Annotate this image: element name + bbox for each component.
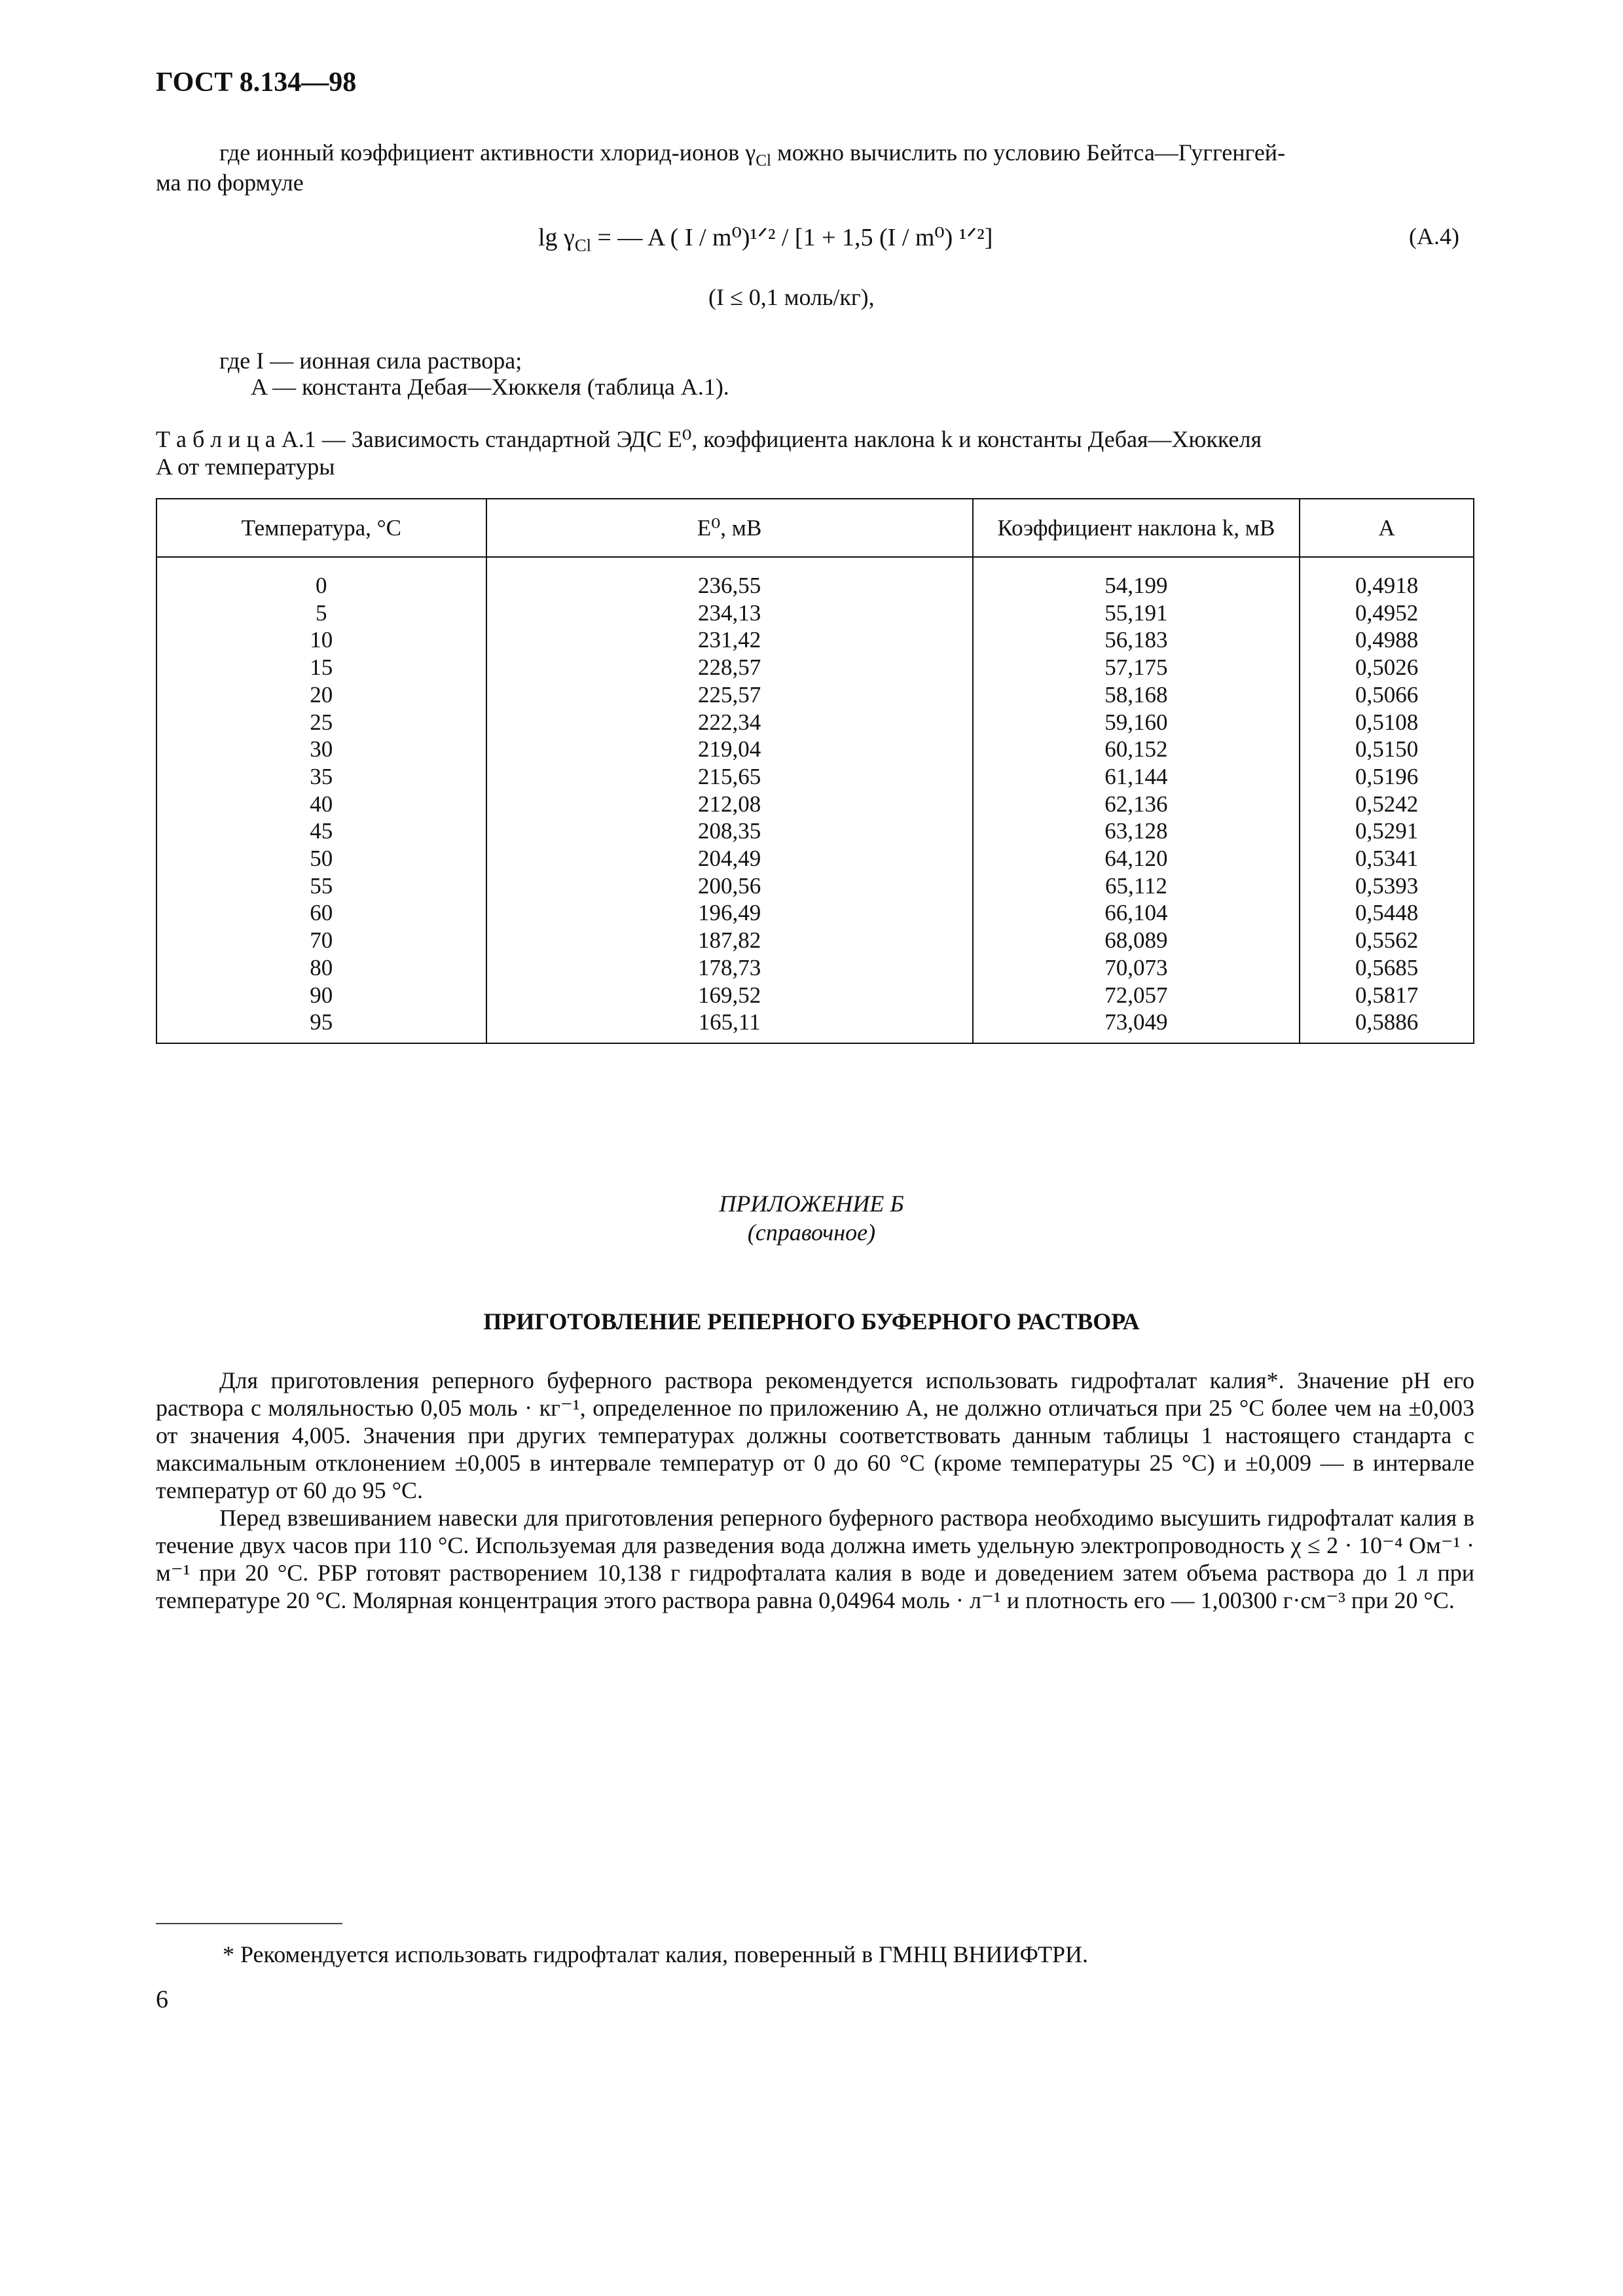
table-cell: 0,5066 [1355,681,1419,708]
formula-a4: $\lg \gamma_{Cl}$ = — A ( I / m⁰)¹ᐟ² / [1 + 1,5 (I / m⁰) ¹ᐟ²] [538,224,993,255]
table-cell: 45 [310,818,333,844]
table-cell: 68,089 [1104,927,1168,954]
table-cell: 0,5108 [1355,709,1419,735]
table-cell: 0,5817 [1355,982,1419,1008]
table-cell: 0,5242 [1355,791,1419,817]
table-cell: 169,52 [697,982,761,1008]
table-caption: Т а б л и ц а А.1 — Зависимость стандартной ЭДС E⁰, коэффициента наклона k и константы Дебая—Хюккеля A от температуры [156,426,1262,480]
intro-line-2: ма по формуле [156,170,304,196]
table-cell: 54,199 [1104,573,1168,598]
table-cell: 200,56 [697,872,761,899]
table-cell: 60,152 [1104,736,1168,762]
table-cell: 0,5562 [1355,927,1419,954]
table-cell: 55 [310,872,333,899]
table-cell: 63,128 [1104,818,1168,844]
table-cell: 20 [310,681,333,708]
footnote: * Рекомендуется использовать гидрофталат калия, поверенный в ГМНЦ ВНИИФТРИ. [223,1941,1089,1967]
table-cell: 59,160 [1104,709,1168,735]
header-e0: E⁰, мВ [486,499,973,557]
table-cell: 0,4952 [1355,600,1419,626]
table-cell: 56,183 [1104,627,1168,653]
appendix-subtitle: (справочное) [747,1219,876,1246]
table-cell: 0,4988 [1355,627,1419,653]
table-cell: 95 [310,1009,333,1035]
table-cell: 58,168 [1104,681,1168,708]
definition-i: где I — ионная сила раствора; [219,348,522,374]
column-a [1300,557,1474,1043]
table-cell: 15 [310,655,333,681]
equation-number: (A.4) [1409,223,1459,249]
table-cell: 165,11 [698,1009,761,1035]
table-cell: 228,57 [697,655,761,681]
table-cell: 215,65 [697,763,761,789]
table-cell: 0,5886 [1355,1009,1419,1035]
table-cell: 0 [316,573,327,598]
section-heading: ПРИГОТОВЛЕНИЕ РЕПЕРНОГО БУФЕРНОГО РАСТВОРА [483,1308,1140,1335]
definition-a: A — константа Дебая—Хюккеля (таблица А.1). [251,374,729,400]
table-cell: 0,5150 [1355,736,1419,762]
table-cell: 5 [316,600,327,626]
table-cell: 65,112 [1104,872,1167,899]
table-cell: 61,144 [1104,763,1168,789]
table-cell: 0,5685 [1355,954,1419,980]
table-cell: 0,4918 [1355,573,1419,598]
table-cell: 62,136 [1104,791,1168,817]
header-a: A [1300,499,1474,557]
table-cell: 208,35 [697,818,761,844]
table-cell: 90 [310,982,333,1008]
table-cell: 231,42 [697,627,761,653]
table-cell: 10 [310,627,333,653]
header-temperature: Температура, °С [156,499,486,557]
document-header: ГОСТ 8.134—98 [156,67,357,98]
table-cell: 72,057 [1104,982,1168,1008]
table-cell: 70 [310,927,333,954]
table-cell: 30 [310,736,333,762]
column-k [973,557,1300,1043]
table-cell: 234,13 [697,600,761,626]
table-cell: 57,175 [1104,655,1168,681]
column-e0 [486,557,973,1043]
table-cell: 64,120 [1104,846,1168,872]
table-cell: 212,08 [697,791,761,817]
table-cell: 66,104 [1104,900,1168,926]
footnote-divider [156,1923,342,1924]
table-cell: 40 [310,791,333,817]
table-cell: 50 [310,846,333,872]
appendix-paragraph-1: Для приготовления реперного буферного раствора рекомендуется использовать гидрофталат калия*. Значение pH его раствора с моляльностью 0,05 моль · кг⁻¹, определенное по приложению А, не должно отличаться при 25 °С более чем на ±0,003 от значения 4,005. Значения при других температурах должны соответствовать данным таблицы 1 настоящего стандарта с максимальным отклонением ±0,005 в интервале температур от 0 до 60 °С (кроме температуры 25 °С) и ±0,009 — в интервале температур от 60 до 95 °С. [156,1367,1474,1503]
table-cell: 0,5341 [1355,846,1419,872]
table-cell: 219,04 [697,736,761,762]
table-cell: 225,57 [697,681,761,708]
table-a1 [156,498,1474,1044]
table-header-row [156,499,1474,557]
table-cell: 204,49 [697,846,761,872]
table-cell: 80 [310,954,333,980]
intro-line-1: где ионный коэффициент активности хлорид-ионов $\gamma_{Cl}$ можно вычислить по условию Бейтса—Гуггенгей- [219,139,1286,170]
table-cell: 0,5291 [1355,818,1419,844]
table-cell: 0,5196 [1355,763,1419,789]
table-cell: 187,82 [697,927,761,954]
table-cell: 60 [310,900,333,926]
table-cell: 236,55 [697,573,761,598]
appendix-paragraph-2: Перед взвешиванием навески для приготовления реперного буферного раствора необходимо высушить гидрофталат калия в течение двух часов при 110 °С. Используемая для разведения вода должна иметь удельную электропроводность χ ≤ 2 · 10⁻⁴ Ом⁻¹ · м⁻¹ при 20 °С. РБР готовят растворением 10,138 г гидрофталата калия в воде и доведением затем объема раствора до 1 л при температуре 20 °С. Молярная концентрация этого раствора равна 0,04964 моль · л⁻¹ и плотность его — 1,00300 г·см⁻³ при 20 °С. [156,1505,1474,1613]
page-number: 6 [156,1986,168,2013]
table-cell: 222,34 [697,709,761,735]
column-temperature [156,557,486,1043]
table-cell: 0,5026 [1355,655,1419,681]
appendix-title: ПРИЛОЖЕНИЕ Б [719,1191,904,1217]
table-cell: 178,73 [697,954,761,980]
header-slope-k: Коэффициент наклона k, мВ [973,499,1300,557]
table-cell: 73,049 [1104,1009,1168,1035]
table-cell: 196,49 [697,900,761,926]
table-cell: 70,073 [1104,954,1168,980]
table-cell: 0,5448 [1355,900,1419,926]
table-cell: 0,5393 [1355,872,1419,899]
table-cell: 35 [310,763,333,789]
table-cell: 55,191 [1104,600,1168,626]
formula-condition: (I ≤ 0,1 моль/кг), [708,284,875,310]
table-body-row [156,557,1474,1043]
table-cell: 25 [310,709,333,735]
